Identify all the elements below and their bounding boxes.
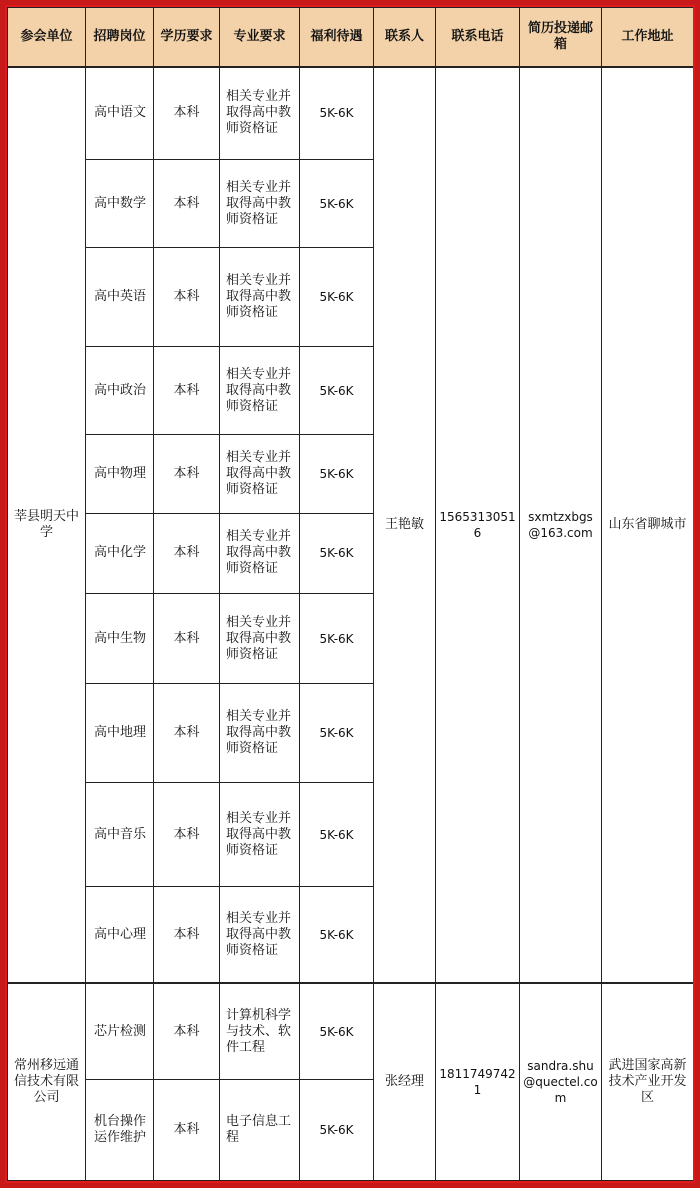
header-major: 专业要求 bbox=[220, 8, 300, 68]
salary-cell: 5K-6K bbox=[300, 594, 374, 684]
unit-cell: 常州移远通信技术有限公司 bbox=[8, 983, 86, 1180]
major-cell: 相关专业并取得高中教师资格证 bbox=[220, 248, 300, 346]
major-cell: 相关专业并取得高中教师资格证 bbox=[220, 346, 300, 434]
major-cell: 计算机科学与技术、软件工程 bbox=[220, 983, 300, 1079]
education-cell: 本科 bbox=[154, 513, 220, 593]
address-cell: 山东省聊城市 bbox=[602, 67, 694, 983]
unit-cell: 莘县明天中学 bbox=[8, 67, 86, 983]
major-cell: 相关专业并取得高中教师资格证 bbox=[220, 887, 300, 983]
salary-cell: 5K-6K bbox=[300, 248, 374, 346]
salary-cell: 5K-6K bbox=[300, 887, 374, 983]
major-cell: 相关专业并取得高中教师资格证 bbox=[220, 684, 300, 782]
major-cell: 电子信息工程 bbox=[220, 1080, 300, 1181]
position-cell: 高中英语 bbox=[86, 248, 154, 346]
header-unit: 参会单位 bbox=[8, 8, 86, 68]
position-cell: 高中心理 bbox=[86, 887, 154, 983]
education-cell: 本科 bbox=[154, 1080, 220, 1181]
education-cell: 本科 bbox=[154, 159, 220, 247]
table-row bbox=[8, 67, 694, 159]
major-cell: 相关专业并取得高中教师资格证 bbox=[220, 159, 300, 247]
education-cell: 本科 bbox=[154, 983, 220, 1079]
position-cell: 高中物理 bbox=[86, 435, 154, 513]
education-cell: 本科 bbox=[154, 594, 220, 684]
salary-cell: 5K-6K bbox=[300, 346, 374, 434]
education-cell: 本科 bbox=[154, 346, 220, 434]
education-cell: 本科 bbox=[154, 67, 220, 159]
header-phone: 联系电话 bbox=[436, 8, 520, 68]
contact-cell: 王艳敏 bbox=[374, 67, 436, 983]
education-cell: 本科 bbox=[154, 248, 220, 346]
major-cell: 相关专业并取得高中教师资格证 bbox=[220, 435, 300, 513]
header-email: 简历投递邮箱 bbox=[520, 8, 602, 68]
position-cell: 高中语文 bbox=[86, 67, 154, 159]
education-cell: 本科 bbox=[154, 887, 220, 983]
salary-cell: 5K-6K bbox=[300, 159, 374, 247]
salary-cell: 5K-6K bbox=[300, 67, 374, 159]
salary-cell: 5K-6K bbox=[300, 684, 374, 782]
position-cell: 高中音乐 bbox=[86, 782, 154, 887]
salary-cell: 5K-6K bbox=[300, 435, 374, 513]
position-cell: 高中化学 bbox=[86, 513, 154, 593]
email-cell: sandra.shu@quectel.com bbox=[520, 983, 602, 1180]
header-contact: 联系人 bbox=[374, 8, 436, 68]
job-table-frame bbox=[5, 5, 695, 1183]
header-row bbox=[8, 8, 694, 68]
position-cell: 高中地理 bbox=[86, 684, 154, 782]
phone-cell: 15653130516 bbox=[436, 67, 520, 983]
major-cell: 相关专业并取得高中教师资格证 bbox=[220, 513, 300, 593]
header-salary: 福利待遇 bbox=[300, 8, 374, 68]
position-cell: 高中数学 bbox=[86, 159, 154, 247]
salary-cell: 5K-6K bbox=[300, 782, 374, 887]
salary-cell: 5K-6K bbox=[300, 513, 374, 593]
table-row bbox=[8, 983, 694, 1079]
email-cell: sxmtzxbgs@163.com bbox=[520, 67, 602, 983]
header-address: 工作地址 bbox=[602, 8, 694, 68]
education-cell: 本科 bbox=[154, 782, 220, 887]
education-cell: 本科 bbox=[154, 435, 220, 513]
position-cell: 芯片检测 bbox=[86, 983, 154, 1079]
contact-cell: 张经理 bbox=[374, 983, 436, 1180]
salary-cell: 5K-6K bbox=[300, 983, 374, 1079]
position-cell: 高中生物 bbox=[86, 594, 154, 684]
education-cell: 本科 bbox=[154, 684, 220, 782]
major-cell: 相关专业并取得高中教师资格证 bbox=[220, 67, 300, 159]
salary-cell: 5K-6K bbox=[300, 1080, 374, 1181]
header-position: 招聘岗位 bbox=[86, 8, 154, 68]
major-cell: 相关专业并取得高中教师资格证 bbox=[220, 594, 300, 684]
position-cell: 高中政治 bbox=[86, 346, 154, 434]
major-cell: 相关专业并取得高中教师资格证 bbox=[220, 782, 300, 887]
job-table bbox=[7, 7, 694, 1181]
address-cell: 武进国家高新技术产业开发区 bbox=[602, 983, 694, 1180]
position-cell: 机台操作运作维护 bbox=[86, 1080, 154, 1181]
phone-cell: 18117497421 bbox=[436, 983, 520, 1180]
header-education: 学历要求 bbox=[154, 8, 220, 68]
